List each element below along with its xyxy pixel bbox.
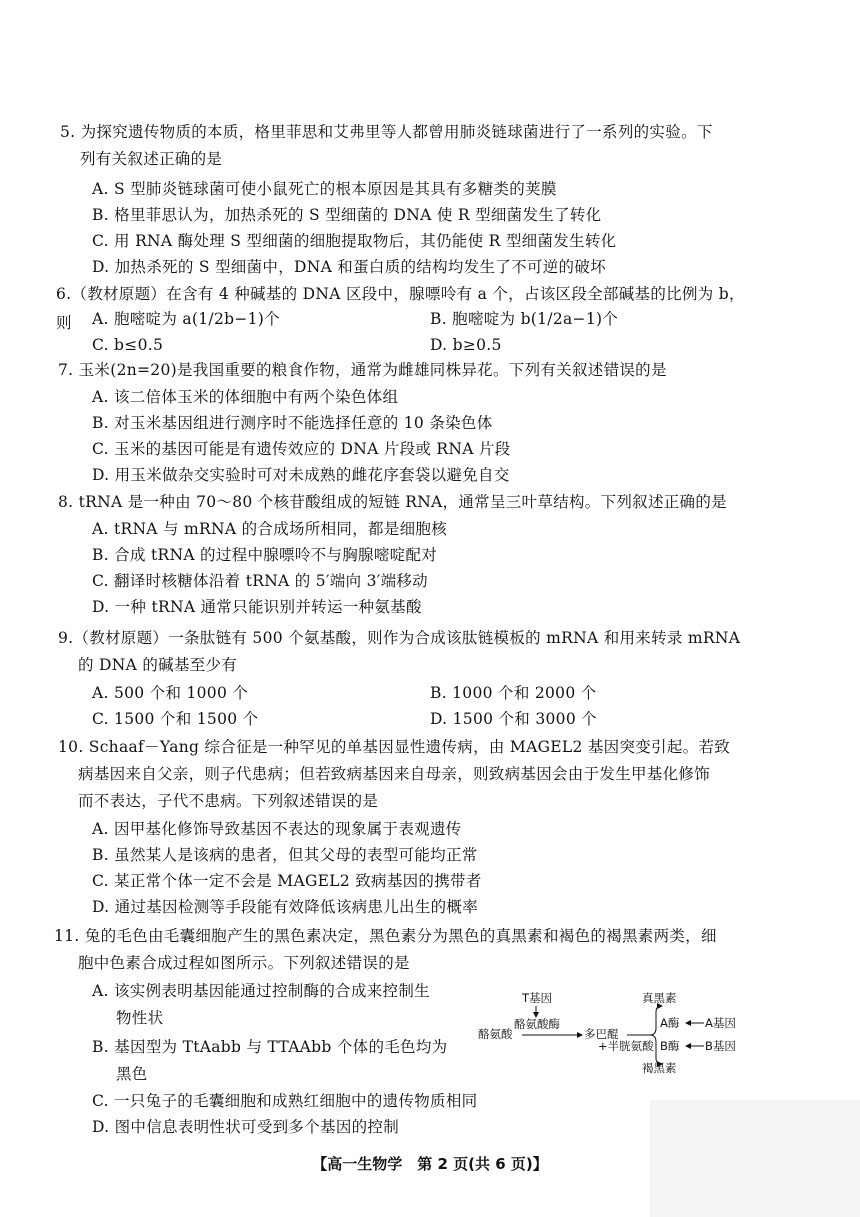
diagram-t-gene-label: T基因 xyxy=(522,991,553,1005)
diagram-pheomelanin-label: 褐黑素 xyxy=(642,1061,677,1075)
diagram-b-gene-label: B基因 xyxy=(705,1039,736,1053)
question-7-option-b: B. 对玉米基因组进行测序时不能选择任意的 10 条染色体 xyxy=(92,414,493,432)
question-5-stem-line-1: 5. 为探究遗传物质的本质，格里菲思和艾弗里等人都曾用肺炎链球菌进行了一系列的实验。下 xyxy=(60,123,713,141)
question-9-stem-line-1: 9.（教材原题）一条肽链有 500 个氨基酸，则作为合成该肽链模板的 mRNA 和用来转录 mRNA xyxy=(58,629,741,647)
diagram-b-enzyme-label: B酶 xyxy=(660,1039,680,1053)
question-9-stem-line-2: 的 DNA 的碱基至少有 xyxy=(78,656,238,674)
question-6-option-a: A. 胞嘧啶为 a(1/2b−1)个 xyxy=(92,310,280,328)
question-11-option-b-line-1: B. 基因型为 TtAabb 与 TTAAbb 个体的毛色均为 xyxy=(92,1038,448,1056)
question-10-stem-line-3: 而不表达，子代不患病。下列叙述错误的是 xyxy=(78,792,379,810)
question-9-option-a: A. 500 个和 1000 个 xyxy=(92,684,249,702)
pigment-synthesis-diagram xyxy=(470,990,750,1075)
diagram-eumelanin-label: 真黑素 xyxy=(642,991,677,1005)
question-10-option-d: D. 通过基因检测等手段能有效降低该病患儿出生的概率 xyxy=(92,898,479,916)
question-9-option-d: D. 1500 个和 3000 个 xyxy=(430,710,598,728)
question-5-option-d: D. 加热杀死的 S 型细菌中，DNA 和蛋白质的结构均发生了不可逆的破坏 xyxy=(92,258,606,276)
diagram-branch-up-arrow xyxy=(627,1006,662,1035)
question-8-option-c: C. 翻译时核糖体沿着 tRNA 的 5′端向 3′端移动 xyxy=(92,572,428,590)
question-5-option-b: B. 格里菲思认为，加热杀死的 S 型细菌的 DNA 使 R 型细菌发生了转化 xyxy=(92,206,602,224)
question-5-option-c: C. 用 RNA 酶处理 S 型细菌的细胞提取物后，其仍能使 R 型细菌发生转化 xyxy=(92,232,617,250)
question-7-stem: 7. 玉米(2n=20)是我国重要的粮食作物，通常为雌雄同株异花。下列有关叙述错误的是 xyxy=(58,361,667,379)
question-5-stem-line-2: 列有关叙述正确的是 xyxy=(80,150,223,168)
question-11-stem-line-2: 胞中色素合成过程如图所示。下列叙述错误的是 xyxy=(78,954,410,972)
question-7-option-c: C. 玉米的基因可能是有遗传效应的 DNA 片段或 RNA 片段 xyxy=(92,440,511,458)
question-11-option-b-line-2: 黑色 xyxy=(116,1065,148,1083)
diagram-tyrosine-label: 酪氨酸 xyxy=(478,1027,513,1041)
question-7-option-a: A. 该二倍体玉米的体细胞中有两个染色体组 xyxy=(92,388,399,406)
question-11-option-a-line-2: 物性状 xyxy=(116,1009,164,1027)
question-10-stem-line-1: 10. Schaaf－Yang 综合征是一种罕见的单基因显性遗传病，由 MAGEL2 基因突变引起。若致 xyxy=(58,738,731,756)
question-10-option-a: A. 因甲基化修饰导致基因不表达的现象属于表观遗传 xyxy=(92,820,462,838)
diagram-dopaquinone-label: 多巴醌 xyxy=(584,1027,619,1041)
question-11-stem-line-1: 11. 兔的毛色由毛囊细胞产生的黑色素决定，黑色素分为黑色的真黑素和褐色的褐黑素两类，细 xyxy=(54,927,717,945)
question-8-stem: 8. tRNA 是一种由 70～80 个核苷酸组成的短链 RNA，通常呈三叶草结构。下列叙述正确的是 xyxy=(58,493,727,511)
question-11-option-a xyxy=(92,978,472,1032)
diagram-a-gene-label: A基因 xyxy=(705,1016,736,1030)
question-5-option-a: A. S 型肺炎链球菌可使小鼠死亡的根本原因是其具有多糖类的荚膜 xyxy=(92,180,557,198)
question-7-option-d: D. 用玉米做杂交实验时可对未成熟的雌花序套袋以避免自交 xyxy=(92,466,510,484)
question-11-option-a-line-1: A. 该实例表明基因能通过控制酶的合成来控制生 xyxy=(92,982,430,1000)
question-8-option-b: B. 合成 tRNA 的过程中腺嘌呤不与胸腺嘧啶配对 xyxy=(92,546,438,564)
question-6-option-b: B. 胞嘧啶为 b(1/2a−1)个 xyxy=(430,310,619,328)
question-10-stem-line-2: 病基因来自父亲，则子代患病；但若致病基因来自母亲，则致病基因会由于发生甲基化修饰 xyxy=(78,765,711,783)
question-6-stem: 6.（教材原题）在含有 4 种碱基的 DNA 区段中，腺嘌呤有 a 个，占该区段全部碱基的比例为 b，则 xyxy=(56,285,745,332)
question-11-option-c: C. 一只兔子的毛囊细胞和成熟红细胞中的遗传物质相同 xyxy=(92,1092,478,1110)
question-9-option-c: C. 1500 个和 1500 个 xyxy=(92,710,259,728)
question-9-option-b: B. 1000 个和 2000 个 xyxy=(430,684,597,702)
question-8-option-a: A. tRNA 与 mRNA 的合成场所相同，都是细胞核 xyxy=(92,520,448,538)
diagram-enzyme-label: 酪氨酸酶 xyxy=(514,1017,560,1031)
question-8-option-d: D. 一种 tRNA 通常只能识别并转运一种氨基酸 xyxy=(92,598,422,616)
diagram-a-enzyme-label: A酶 xyxy=(660,1016,680,1030)
question-10-option-b: B. 虽然某人是该病的患者，但其父母的表型可能均正常 xyxy=(92,846,478,864)
question-11-option-d: D. 图中信息表明性状可受到多个基因的控制 xyxy=(92,1118,400,1136)
question-6-option-c: C. b≤0.5 xyxy=(92,336,164,354)
page-footer: 【高一生物学 第 2 页(共 6 页)】 xyxy=(312,1155,548,1173)
question-10-option-c: C. 某正常个体一定不会是 MAGEL2 致病基因的携带者 xyxy=(92,872,482,890)
diagram-cysteine-label: +半胱氨酸 xyxy=(598,1039,654,1053)
question-11-option-b xyxy=(92,1034,472,1088)
question-6-option-d: D. b≥0.5 xyxy=(430,336,502,354)
